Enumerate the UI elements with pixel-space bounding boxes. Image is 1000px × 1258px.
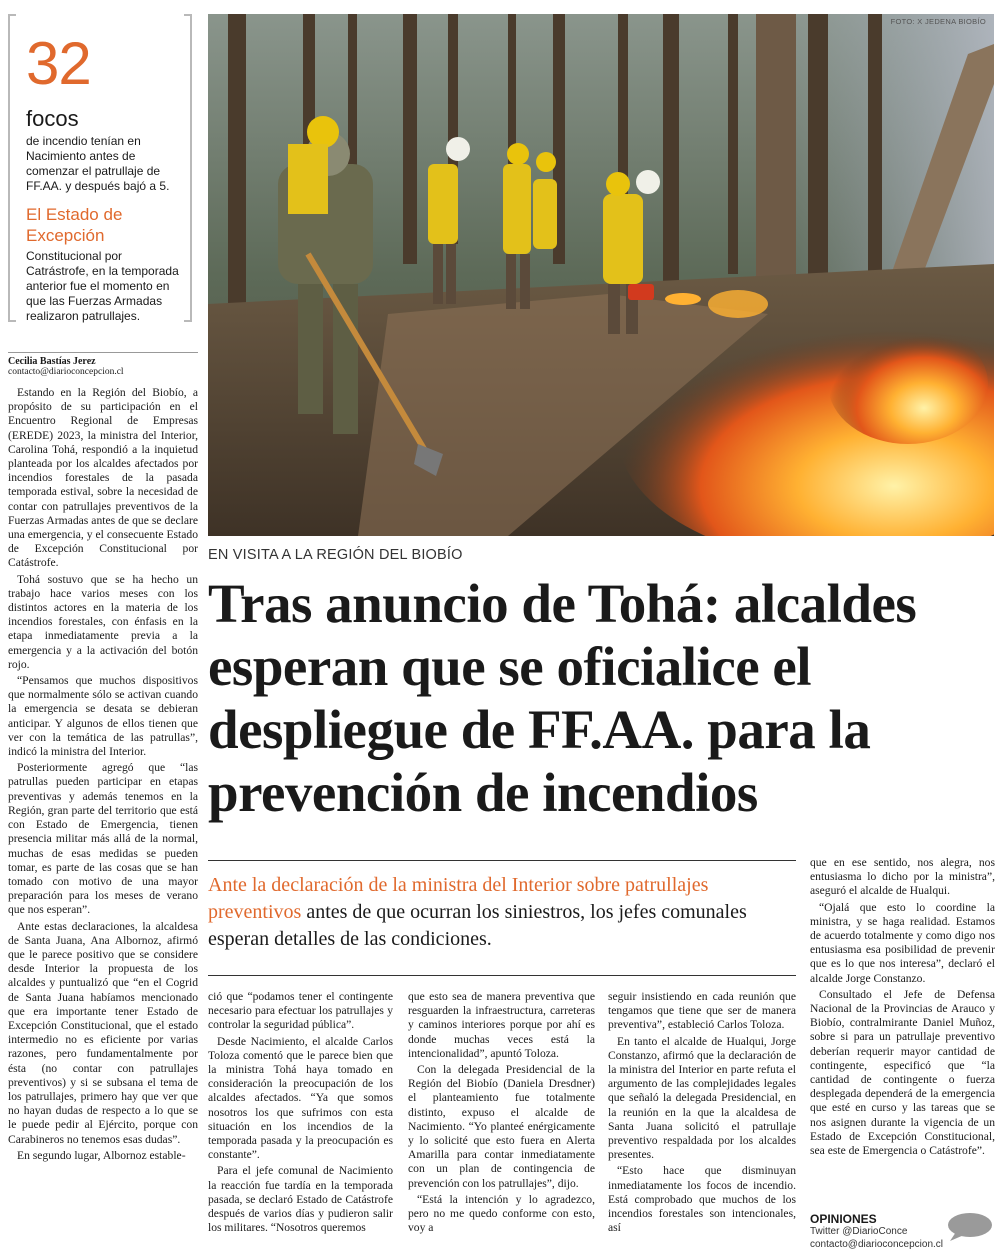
speech-bubble-icon [946, 1212, 994, 1242]
author-name: Cecilia Bastías Jerez [8, 356, 96, 367]
article-column-2 [208, 990, 393, 1252]
fact-number: 32 [26, 30, 91, 97]
fact-box-bracket-left [8, 14, 16, 322]
article-column-4 [608, 990, 796, 1252]
paragraph: Posteriormente agregó que “las patrullas pueden participar en etapas preventivas y además tenemos en la Región, gran parte del territorio que está con Estado de Emergencia, tienen presencia militar más allá de la normal, muchas de esas medidas se pueden tomar, es parte de las cosas que se han tomado con motivo de una mayor preparación para los meses de verano que nos esperan”. [8, 761, 198, 917]
paragraph: Desde Nacimiento, el alcalde Carlos Toloza comentó que le parece bien que la ministra Tohá haya tomado en consideración la preocupación de los alcaldes afectados. “Ya que somos nosotros los que sufrimos con esta situación en los incendios de la temporada pasada y la preocupación es constante”. [208, 1034, 393, 1162]
opinion-email: contacto@diarioconcepcion.cl [810, 1238, 944, 1250]
paragraph: que en ese sentido, nos alegra, nos entusiasma lo dicho por la ministra”, aseguró el alcalde de Hualqui. [810, 856, 995, 898]
paragraph: “Está la intención y lo agradezco, pero no me quedo conforme con esto, voy a [408, 1192, 595, 1235]
opinion-box [810, 1212, 998, 1251]
forest-fire-image [208, 14, 994, 536]
paragraph: Estando en la Región del Biobío, a propósito de su participación en el Encuentro Regional de Empresas (EREDE) 2023, la ministra del Interior, Carolina Tohá, respondió a la inquietud planteada por los alcaldes afectados por incendios forestales de la pasada temporada estival, sobre la necesidad de contar con patrullajes preventivos de la Fuerzas Armadas antes de que se declare una emergencia, y el consecuente Estado de Excepción Constitucional por Catástrofe. [8, 386, 198, 570]
kicker: EN VISITA A LA REGIÓN DEL BIOBÍO [208, 547, 463, 563]
fact-unit: focos [26, 106, 79, 131]
opinion-title: OPINIONES [810, 1212, 877, 1226]
wildfire-photo [208, 14, 994, 536]
paragraph: Consultado el Jefe de Defensa Nacional de la Provincias de Arauco y Biobío, contralmirante Daniel Muñoz, sobre si para un patrullaje preventivo deberían requerir mayor cantidad de contingente, especificó que “la cantidad de contingente o fuerza desplegada dependerá de la emergencia que esté en curso y las tareas que se nos asignen durante la vigencia de un Estado de Excepción Constitucional, sea este de Emergencia o Catástrofe”. [810, 987, 995, 1158]
paragraph: seguir insistiendo en cada reunión que tengamos que tiene que ser de manera preventiva”, estableció Carlos Toloza. [608, 990, 796, 1032]
byline [8, 352, 198, 377]
paragraph: que esto sea de manera preventiva que resguarden la infraestructura, carreteras y caminos interiores porque por ahí es donde muchas veces está la intencionalidad”, apuntó Toloza. [408, 990, 595, 1060]
opinion-twitter: Twitter @DiarioConce [810, 1226, 908, 1237]
article-column-5 [810, 856, 995, 1212]
paragraph: En tanto el alcalde de Hualqui, Jorge Constanzo, afirmó que la declaración de la ministra del Interior en parte refuta el argumento de las complejidades legales que señaló la delegada Presidencial, en la reunión en la que la alcaldesa de Santa Juana solicitó el patrullaje preventivo respaldada por los alcaldes presentes. [608, 1034, 796, 1162]
divider [208, 975, 796, 976]
article-column-1 [8, 386, 198, 1252]
headline-rest: : alcaldes esperan que se oficialice el despliegue de FF.AA. para la prevención de incendios [208, 573, 917, 823]
fact-description: de incendio tenían en Nacimiento antes de comenzar el patrullaje de FF.AA. y después bajó a 5. [26, 134, 170, 193]
headline [208, 572, 1000, 824]
divider [208, 860, 796, 861]
photo-credit: FOTO: X JEDENA BIOBÍO [890, 17, 986, 26]
deck-rest: antes de que ocurran los siniestros, los jefes comunales esperan detalles de las condiciones. [208, 901, 747, 950]
headline-bold: Tras anuncio de Tohá [208, 573, 703, 634]
paragraph: Ante estas declaraciones, la alcaldesa de Santa Juana, Ana Albornoz, afirmó que le parece positivo que se considere desde Interior la propuesta de los alcaldes y puntualizó que “en el Cogrid de Santa Juana habíamos mencionado que era importante tener Estado de Excepción Constitucional, que el estado intermedio no es eficiente por varias razones, pero fundamentalmente por ésta (no contar con patrullajes preventivos) y si se subsana el tema de los patrullajes, primero hay que ver que no hayan dudas de respecto a lo que se le puede pedir al Ejército, porque con Carabineros no tenemos esas dudas”. [8, 919, 198, 1146]
fact-subtitle: El Estado de Excepción [26, 205, 123, 245]
author-email: contacto@diarioconcepcion.cl [8, 367, 124, 377]
paragraph: Para el jefe comunal de Nacimiento la reacción fue tardía en la temporada pasada, se declaró Estado de Catástrofe después de varios días y pudieron salir los militares. “Nosotros queremos [208, 1164, 393, 1235]
paragraph: “Ojalá que esto lo coordine la ministra, y se haga realidad. Estamos de acuerdo totalmente y como digo nos entusiasma esa posibilidad de prevenir que es lo que nos interesa”, declaró el alcalde Jorge Constanzo. [810, 900, 995, 985]
paragraph: ció que “podamos tener el contingente necesario para efectuar los patrullajes y controlar la seguridad pública”. [208, 990, 393, 1032]
paragraph: En segundo lugar, Albornoz estable- [17, 1148, 186, 1162]
deck [208, 872, 803, 953]
paragraph: Con la delegada Presidencial de la Región del Biobío (Daniela Dresdner) el planteamiento fue totalmente distinto, expuso el alcalde de Nacimiento. “Yo planteé enérgicamente y lo solicité que esto fuera en Alerta Amarilla para contar inmediatamente con un plan de contingencia de prevención con los patrullajes”, dijo. [408, 1063, 595, 1190]
paragraph: Tohá sostuvo que se ha hecho un trabajo hace varios meses con los distintos actores en la materia de los incendios forestales, con énfasis en la etapa inmediatamente previa a la emergencia y a la activación del botón rojo. [8, 572, 198, 671]
paragraph: “Pensamos que muchos dispositivos que normalmente sólo se activan cuando la emergencia se desata se debieran anticipar. Y algunos de ellos tienen que ver con la temática de las patrullas”, indicó la ministra del Interior. [8, 674, 198, 759]
paragraph: “Esto hace que disminuyan inmediatamente los focos de incendio. Está comprobado que muchos de los incendios forestales son intencionales, así [608, 1164, 796, 1235]
article-column-3 [408, 990, 595, 1252]
fact-subtext: Constitucional por Catrástrofe, en la temporada anterior fue el momento en que las Fuerzas Armadas realizaron patrullajes. [26, 249, 179, 323]
fact-box [8, 14, 192, 324]
deck-accent: Ante la declaración de la ministra del Interior sobre patrullajes preventivos [208, 874, 709, 923]
